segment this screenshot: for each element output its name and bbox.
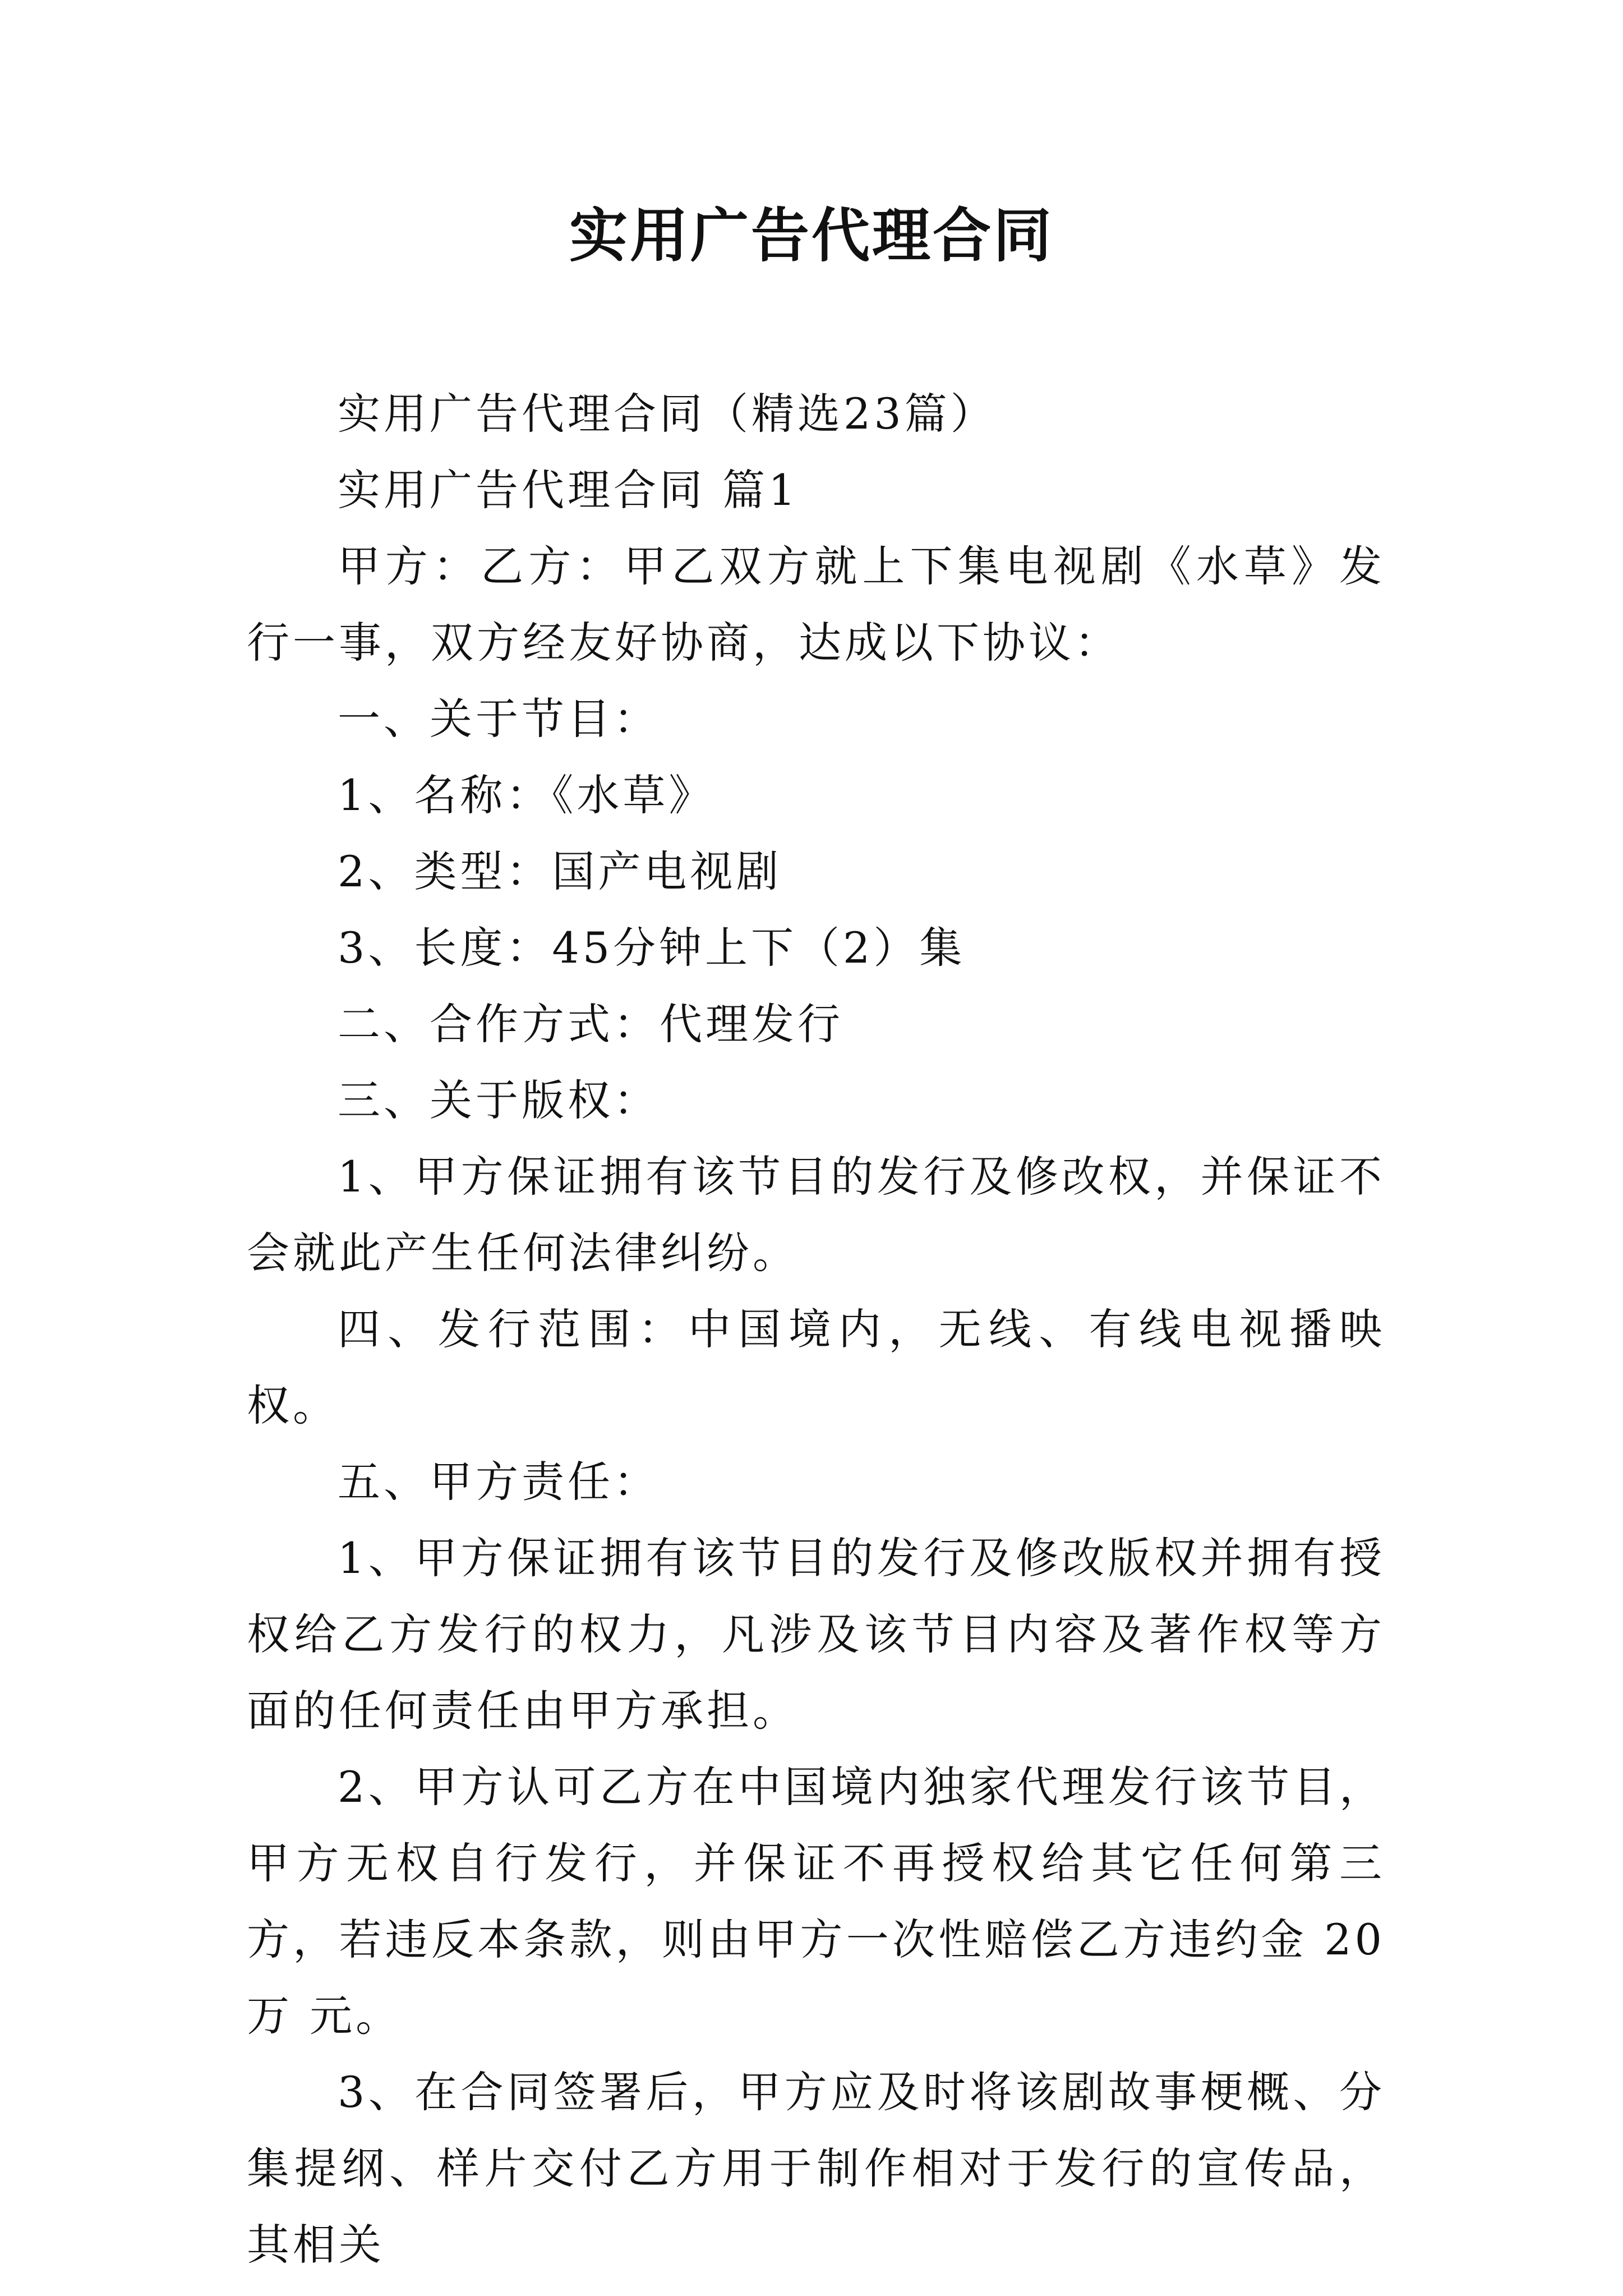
paragraph-clause-1-heading: 一、关于节目： <box>338 694 660 744</box>
paragraph-clause-3-item-1: 1、甲方保证拥有该节目的发行及修改权，并保证不会就此产生任何法律纠纷。 <box>247 1152 1385 1278</box>
paragraph-section-heading: 实用广告代理合同 篇1 <box>338 465 799 515</box>
paragraph-clause-1-type: 2、类型：国产电视剧 <box>338 846 782 896</box>
paragraph-clause-5-heading: 五、甲方责任： <box>338 1457 660 1507</box>
paragraph-clause-5-item-2: 2、甲方认可乙方在中国境内独家代理发行该节目，甲方无权自行发行，并保证不再授权给其它任何第三方，若违反本条款，则由甲方一次性赔偿乙方违约金 20万 元。 <box>247 1762 1385 2041</box>
paragraph-clause-1-name: 1、名称：《水草》 <box>338 770 715 820</box>
paragraph-clause-4: 四、发行范围：中国境内，无线、有线电视播映权。 <box>247 1304 1385 1430</box>
paragraph-parties: 甲方：乙方：甲乙双方就上下集电视剧《水草》发行一事，双方经友好协商，达成以下协议： <box>247 541 1385 668</box>
paragraph-clause-1-length: 3、长度：45分钟上下（2）集 <box>338 923 966 973</box>
document-title: 实用广告代理合同 <box>569 201 1054 270</box>
paragraph-clause-3-heading: 三、关于版权： <box>338 1075 660 1125</box>
document-body <box>247 376 1385 2283</box>
paragraph-clause-2: 二、合作方式：代理发行 <box>338 999 843 1049</box>
paragraph-clause-5-item-1: 1、甲方保证拥有该节目的发行及修改版权并拥有授权给乙方发行的权力，凡涉及该节目内容及著作权等方面的任何责任由甲方承担。 <box>247 1533 1385 1736</box>
paragraph-clause-5-item-3: 3、在合同签署后，甲方应及时将该剧故事梗概、分集提纲、样片交付乙方用于制作相对于发行的宣传品，其相关 <box>247 2067 1385 2270</box>
paragraph-subtitle: 实用广告代理合同（精选23篇） <box>338 389 997 439</box>
